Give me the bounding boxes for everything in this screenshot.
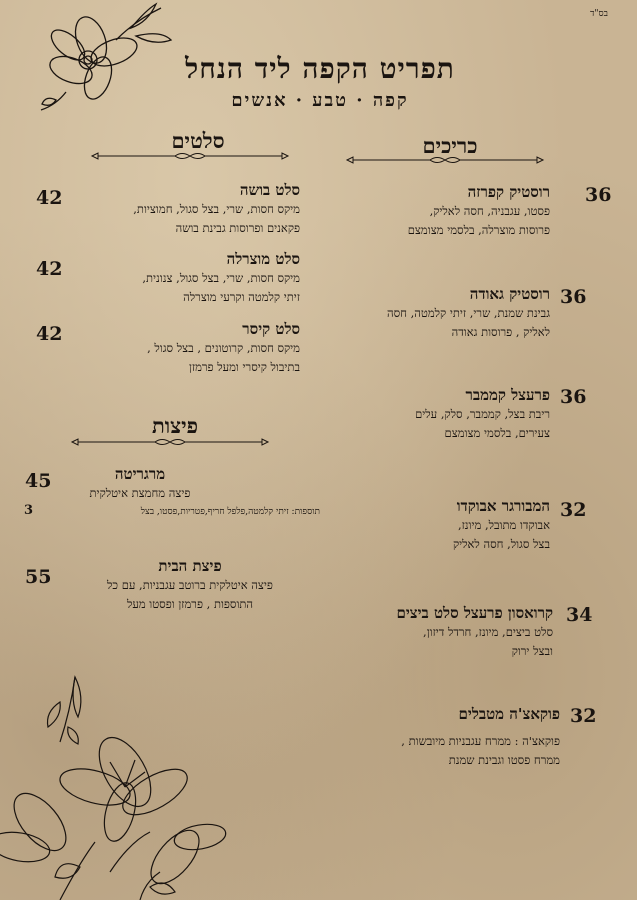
item-name: המבורגר אבוקדו [456, 497, 550, 515]
item-desc: פסטו, עגבניה, חסה לאליק, [429, 204, 550, 218]
item-desc: פקאנים ופרוסות גבינת בושה [175, 221, 300, 235]
list-item [60, 250, 300, 307]
list-item [60, 320, 300, 377]
list-item [60, 181, 300, 238]
item-desc: מיקס חסות, שרי, בצל סגול, חמוציות, [133, 202, 300, 216]
item-price: 36 [585, 184, 612, 206]
item-name: פיצת הבית [158, 557, 222, 575]
item-desc: אבוקדו מתובל, מיונז, [457, 518, 550, 532]
item-desc: בצל סגול, חסה לאליק [452, 537, 550, 551]
item-desc: סלט ביצים, מיונז, חרדל דיזון, [423, 625, 553, 639]
list-item [300, 497, 550, 554]
item-desc: מיקס חסות, קרוטונים , בצל סגול , [147, 341, 300, 355]
list-item [300, 386, 550, 443]
item-price: 42 [36, 258, 63, 280]
item-desc: ובצל ירוק [511, 644, 553, 658]
item-name: סלט בושה [239, 181, 300, 199]
extras-price: 3 [24, 503, 34, 518]
item-price: 36 [560, 386, 587, 408]
item-desc: צעירים, בלסמי מצומצם [444, 426, 550, 440]
menu-title: תפריט הקפה ליד הנחל [185, 52, 455, 85]
list-item [300, 183, 550, 240]
item-name: פוקאצ'ה מטבלים [458, 705, 560, 723]
item-desc: פוקאצ'ה : ממרח עגבניות מיובשות , [401, 734, 560, 748]
item-price: 32 [570, 705, 597, 727]
section-title-sandwiches: כריכים [422, 133, 478, 158]
item-name: סלט מוצרלה [226, 250, 300, 268]
item-price: 34 [566, 604, 593, 626]
item-desc: בתיבול קיסרי ומעל פרמזן [188, 360, 300, 374]
item-desc: פרוסות מוצרלה, בלסמי מצומצם [407, 223, 550, 237]
item-name: סלט קיסר [242, 320, 300, 338]
item-price: 36 [560, 286, 587, 308]
item-price: 42 [36, 323, 63, 345]
item-desc: ריבת בצל, קממבר, סלק, עלים [415, 407, 550, 421]
item-price: 32 [560, 499, 587, 521]
item-name: רוסטיק קפרזה [467, 183, 550, 201]
divider-ornament-icon [90, 151, 290, 161]
list-item [300, 285, 550, 342]
flower-bottom-left-illustration [0, 672, 240, 900]
section-title-salads: סלטים [171, 128, 225, 153]
section-title-pizzas: פיצות [151, 413, 199, 438]
list-item [60, 465, 220, 503]
item-price: 42 [36, 187, 63, 209]
item-desc: גבינת שמנת, שרי, זיתי קלמטה, חסה [387, 306, 550, 320]
menu-subtitle: קפה · טבע · אנשים [231, 90, 409, 111]
item-desc: התוספות , פרמזן ופסטו מעל [126, 597, 254, 611]
extras-text: תוספות: זיתי קלמטה,פלפל חריף,פטריות,פסטו, בצל [140, 507, 320, 517]
item-name: מרגריטה [114, 465, 166, 483]
item-name: קרואסון פרעצל סלט ביצים [396, 604, 553, 622]
item-desc: פיצה איטלקית ברוטב עגבניות, עם כל [107, 578, 273, 592]
divider-ornament-icon [345, 155, 545, 165]
list-item [60, 557, 320, 614]
item-price: 45 [25, 470, 52, 492]
item-name: פרעצל קממבר [465, 386, 550, 404]
item-name: רוסטיק גאודה [469, 285, 550, 303]
item-price: 55 [25, 566, 52, 588]
bsd-mark: בס"ד [590, 9, 608, 19]
item-desc: מיקס חסות, שרי, בצל סגול, צנונית, [142, 271, 300, 285]
item-desc: לאליק , פרוסות גאודה [451, 325, 550, 339]
list-item [300, 705, 560, 770]
item-desc: ממרח פסטו וגבינת שמנת [448, 753, 560, 767]
divider-ornament-icon [70, 437, 270, 447]
list-item [300, 604, 553, 661]
item-desc: פיצה מחמצת איטלקית [89, 486, 191, 500]
item-desc: זיתי קלמטה וקרעי מוצרלה [183, 290, 300, 304]
